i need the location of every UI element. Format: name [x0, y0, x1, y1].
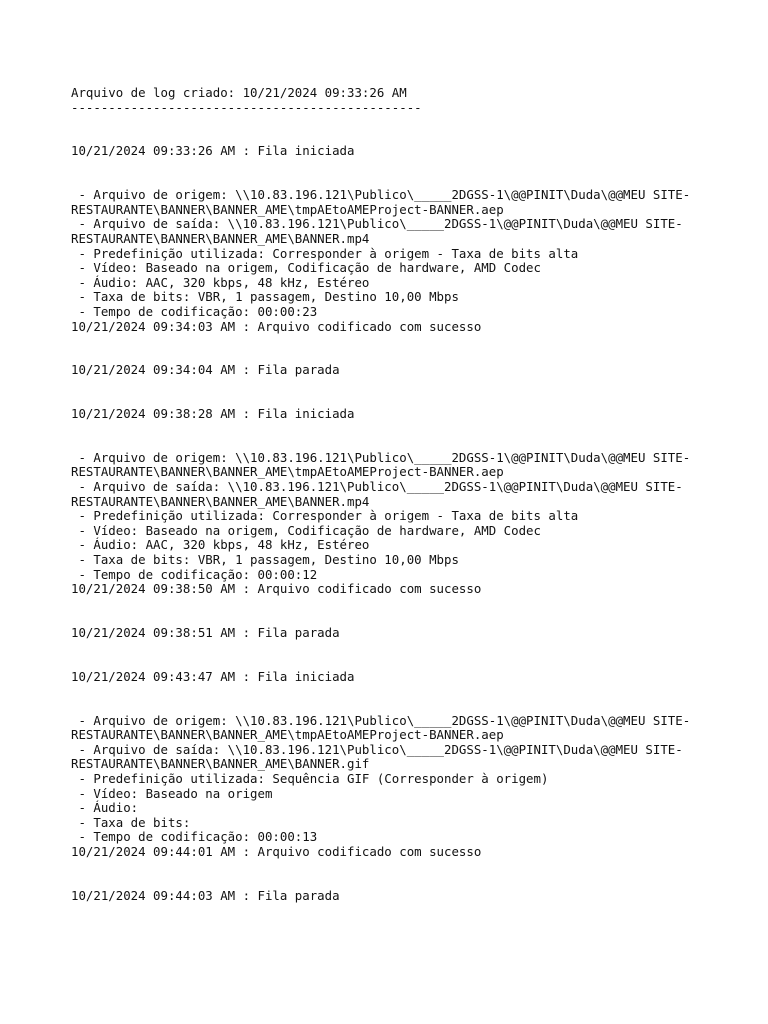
log-detail-line: - Predefinição utilizada: Corresponder à origem - Taxa de bits alta: [71, 508, 579, 524]
queue-stopped-line: 10/21/2024 09:38:51 AM : Fila parada: [71, 624, 340, 640]
log-text: [71, 86, 751, 903]
log-detail-line: - Taxa de bits:: [71, 814, 191, 830]
encode-success-line: 10/21/2024 09:34:03 AM : Arquivo codificado com sucesso: [71, 318, 482, 334]
log-detail-line: RESTAURANTE\BANNER\BANNER_AME\BANNER.gif: [71, 756, 370, 772]
queue-stopped-line: 10/21/2024 09:34:04 AM : Fila parada: [71, 362, 340, 378]
log-created-line: Arquivo de log criado: 10/21/2024 09:33:26 AM: [71, 85, 407, 100]
queue-started-line: 10/21/2024 09:43:47 AM : Fila iniciada: [71, 668, 355, 684]
log-detail-line: - Áudio:: [71, 800, 139, 816]
encode-success-line: 10/21/2024 09:44:01 AM : Arquivo codificado com sucesso: [71, 843, 482, 859]
log-detail-line: - Áudio: AAC, 320 kbps, 48 kHz, Estéreo: [71, 537, 370, 553]
log-detail-line: - Taxa de bits: VBR, 1 passagem, Destino 10,00 Mbps: [71, 289, 459, 305]
log-detail-line: RESTAURANTE\BANNER\BANNER_AME\tmpAEtoAMEProject-BANNER.aep: [71, 464, 504, 480]
log-detail-line: - Tempo de codificação: 00:00:12: [71, 566, 318, 582]
log-detail-line: - Taxa de bits: VBR, 1 passagem, Destino 10,00 Mbps: [71, 552, 459, 567]
log-detail-line: - Predefinição utilizada: Corresponder à origem - Taxa de bits alta: [71, 245, 579, 261]
queue-started-line: 10/21/2024 09:38:28 AM : Fila iniciada: [71, 406, 355, 422]
queue-started-line: 10/21/2024 09:33:26 AM : Fila iniciada: [71, 143, 355, 159]
log-detail-line: - Arquivo de origem: \\10.83.196.121\Publico\_____2DGSS-1\@@PINIT\Duda\@@MEU SITE-: [71, 187, 691, 203]
log-detail-line: RESTAURANTE\BANNER\BANNER_AME\BANNER.mp4: [71, 493, 370, 509]
log-detail-line: - Tempo de codificação: 00:00:13: [71, 829, 318, 845]
log-detail-line: - Arquivo de saída: \\10.83.196.121\Publico\_____2DGSS-1\@@PINIT\Duda\@@MEU SITE-: [71, 741, 683, 757]
log-detail-line: - Vídeo: Baseado na origem: [71, 785, 273, 801]
log-detail-line: - Arquivo de origem: \\10.83.196.121\Publico\_____2DGSS-1\@@PINIT\Duda\@@MEU SITE-: [71, 712, 691, 728]
log-detail-line: RESTAURANTE\BANNER\BANNER_AME\tmpAEtoAMEProject-BANNER.aep: [71, 201, 504, 217]
log-detail-line: - Arquivo de saída: \\10.83.196.121\Publico\_____2DGSS-1\@@PINIT\Duda\@@MEU SITE-: [71, 216, 683, 232]
log-detail-line: - Áudio: AAC, 320 kbps, 48 kHz, Estéreo: [71, 274, 370, 290]
log-detail-line: - Arquivo de origem: \\10.83.196.121\Publico\_____2DGSS-1\@@PINIT\Duda\@@MEU SITE-: [71, 449, 691, 465]
log-separator: -----------------------------------------------: [71, 99, 422, 115]
log-detail-line: RESTAURANTE\BANNER\BANNER_AME\tmpAEtoAMEProject-BANNER.aep: [71, 727, 504, 743]
log-detail-line: - Vídeo: Baseado na origem, Codificação de hardware, AMD Codec: [71, 260, 541, 276]
encode-success-line: 10/21/2024 09:38:50 AM : Arquivo codificado com sucesso: [71, 581, 482, 597]
log-detail-line: - Arquivo de saída: \\10.83.196.121\Publico\_____2DGSS-1\@@PINIT\Duda\@@MEU SITE-: [71, 479, 683, 495]
log-detail-line: RESTAURANTE\BANNER\BANNER_AME\BANNER.mp4: [71, 230, 370, 246]
log-detail-line: - Tempo de codificação: 00:00:23: [71, 303, 318, 319]
queue-stopped-line: 10/21/2024 09:44:03 AM : Fila parada: [71, 887, 340, 903]
log-detail-line: - Vídeo: Baseado na origem, Codificação de hardware, AMD Codec: [71, 522, 541, 538]
log-detail-line: - Predefinição utilizada: Sequência GIF (Corresponder à origem): [71, 770, 549, 786]
